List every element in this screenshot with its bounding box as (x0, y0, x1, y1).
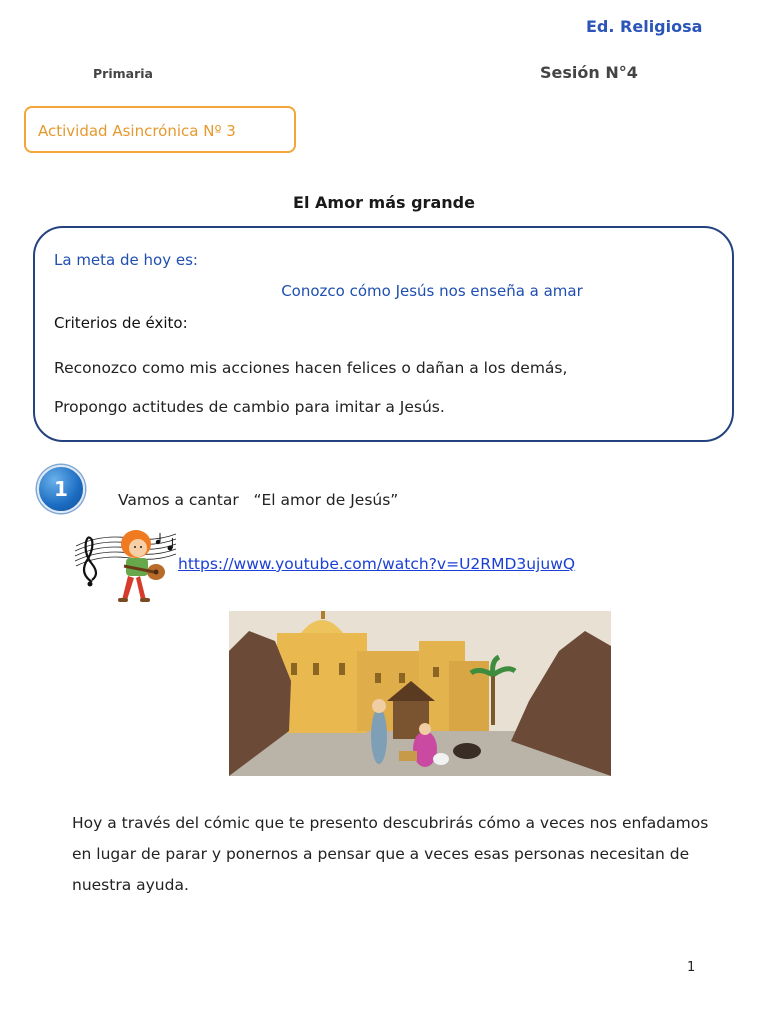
nativity-scene-illustration (229, 611, 611, 776)
goal-label: La meta de hoy es: (54, 251, 198, 269)
criteria-label: Criterios de éxito: (54, 314, 188, 332)
activity-label: Actividad Asincrónica Nº 3 (38, 122, 236, 140)
criteria-item: Reconozco como mis acciones hacen felices o dañan a los demás, (54, 359, 568, 377)
criteria-item: Propongo actitudes de cambio para imitar a Jesús. (54, 398, 445, 416)
step-number-badge: 1 (37, 465, 85, 513)
page-number: 1 (687, 960, 696, 975)
goal-text: Conozco cómo Jesús nos enseña a amar (281, 282, 583, 300)
session-label: Sesión N°4 (540, 63, 638, 82)
level-label: Primaria (93, 66, 153, 81)
intro-paragraph: Hoy a través del cómic que te presento descubrirás cómo a veces nos enfadamos en lugar de parar y ponernos a pensar que a veces esas personas necesitan de nuestra ayuda. (72, 814, 709, 894)
subject-heading: Ed. Religiosa (586, 17, 703, 36)
document-title: El Amor más grande (293, 193, 475, 212)
step-instruction: Vamos a cantar “El amor de Jesús” (118, 491, 399, 509)
musician-illustration-icon (70, 524, 182, 608)
youtube-video-link[interactable]: https://www.youtube.com/watch?v=U2RMD3ujuwQ (178, 555, 576, 573)
